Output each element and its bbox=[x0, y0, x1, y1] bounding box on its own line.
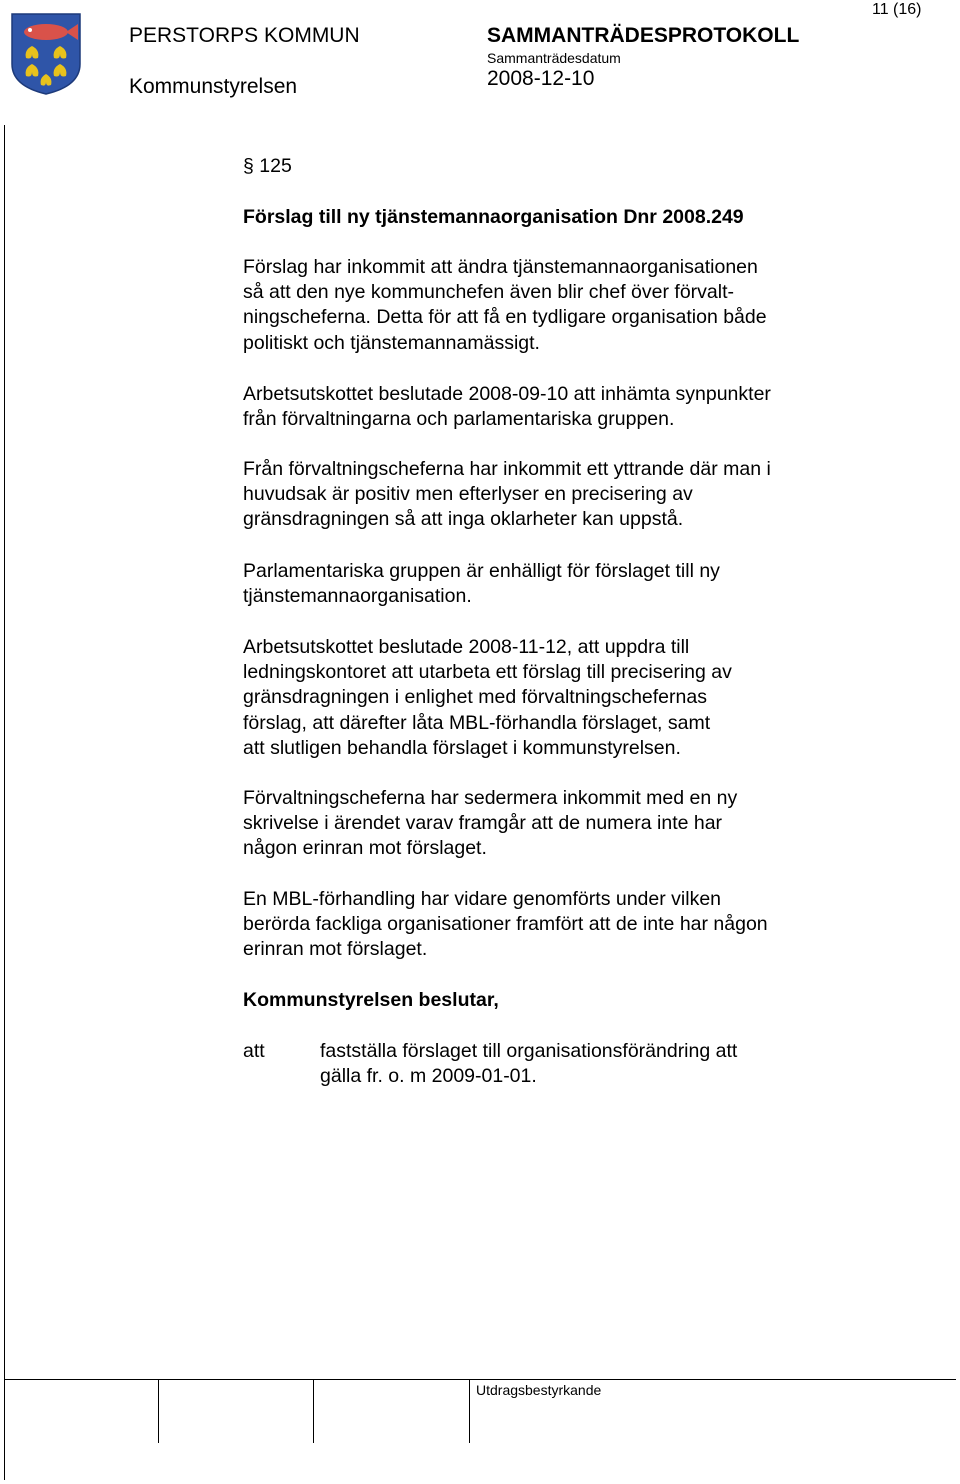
decision-att-label: att bbox=[243, 1040, 265, 1062]
document-type: SAMMANTRÄDESPROTOKOLL bbox=[487, 24, 800, 47]
footer-divider-2 bbox=[313, 1379, 314, 1443]
left-margin-rule bbox=[4, 125, 5, 1480]
paragraph: Arbetsutskottet beslutade 2008-09-10 att inhämta synpunkter från förvaltningarna och parlamentariska gruppen. bbox=[243, 383, 771, 431]
paragraph: Förslag har inkommit att ändra tjänstemannaorganisationen så att den nye kommunchefen även blir chef över förvalt- ningscheferna. Detta för att få en tydligare organisation både politiskt och tjänstemannamässigt. bbox=[243, 256, 767, 354]
page-number: 11 (16) bbox=[872, 1, 922, 18]
paragraph: Parlamentariska gruppen är enhälligt för förslaget till ny tjänstemannaorganisation. bbox=[243, 560, 720, 608]
department-name: Kommunstyrelsen bbox=[129, 75, 298, 98]
paragraph: Arbetsutskottet beslutade 2008-11-12, att uppdra till ledningskontoret att utarbeta ett förslag till precisering av gränsdragningen i enlighet med förvaltningschefernas förslag, att därefter låta MBL-förhandla förslaget, samt att slutligen behandla förslaget i kommunstyrelsen. bbox=[243, 636, 732, 759]
footer-divider-3 bbox=[469, 1379, 470, 1443]
paragraph: Från förvaltningscheferna har inkommit ett yttrande där man i huvudsak är positiv men efterlyser en precisering av gränsdragningen så att inga oklarheter kan uppstå. bbox=[243, 458, 771, 531]
municipal-coat-of-arms-icon bbox=[10, 12, 82, 96]
meeting-date: 2008-12-10 bbox=[487, 67, 595, 90]
paragraph: En MBL-förhandling har vidare genomförts under vilken berörda fackliga organisationer framfört att de inte har någon erinran mot förslaget. bbox=[243, 888, 768, 961]
section-number: § 125 bbox=[243, 155, 292, 177]
extract-certified-label: Utdragsbestyrkande bbox=[476, 1382, 602, 1398]
meeting-date-label: Sammanträdesdatum bbox=[487, 50, 621, 66]
decision-text: fastställa förslaget till organisationsförändring att gälla fr. o. m 2009-01-01. bbox=[320, 1040, 738, 1088]
footer-rule bbox=[4, 1379, 956, 1380]
organization-name: PERSTORPS KOMMUN bbox=[129, 24, 360, 47]
decision-heading: Kommunstyrelsen beslutar, bbox=[243, 989, 499, 1011]
footer-divider-1 bbox=[158, 1379, 159, 1443]
paragraph: Förvaltningscheferna har sedermera inkommit med en ny skrivelse i ärendet varav framgår att de numera inte har någon erinran mot förslaget. bbox=[243, 787, 738, 860]
section-title: Förslag till ny tjänstemannaorganisation Dnr 2008.249 bbox=[243, 206, 744, 228]
